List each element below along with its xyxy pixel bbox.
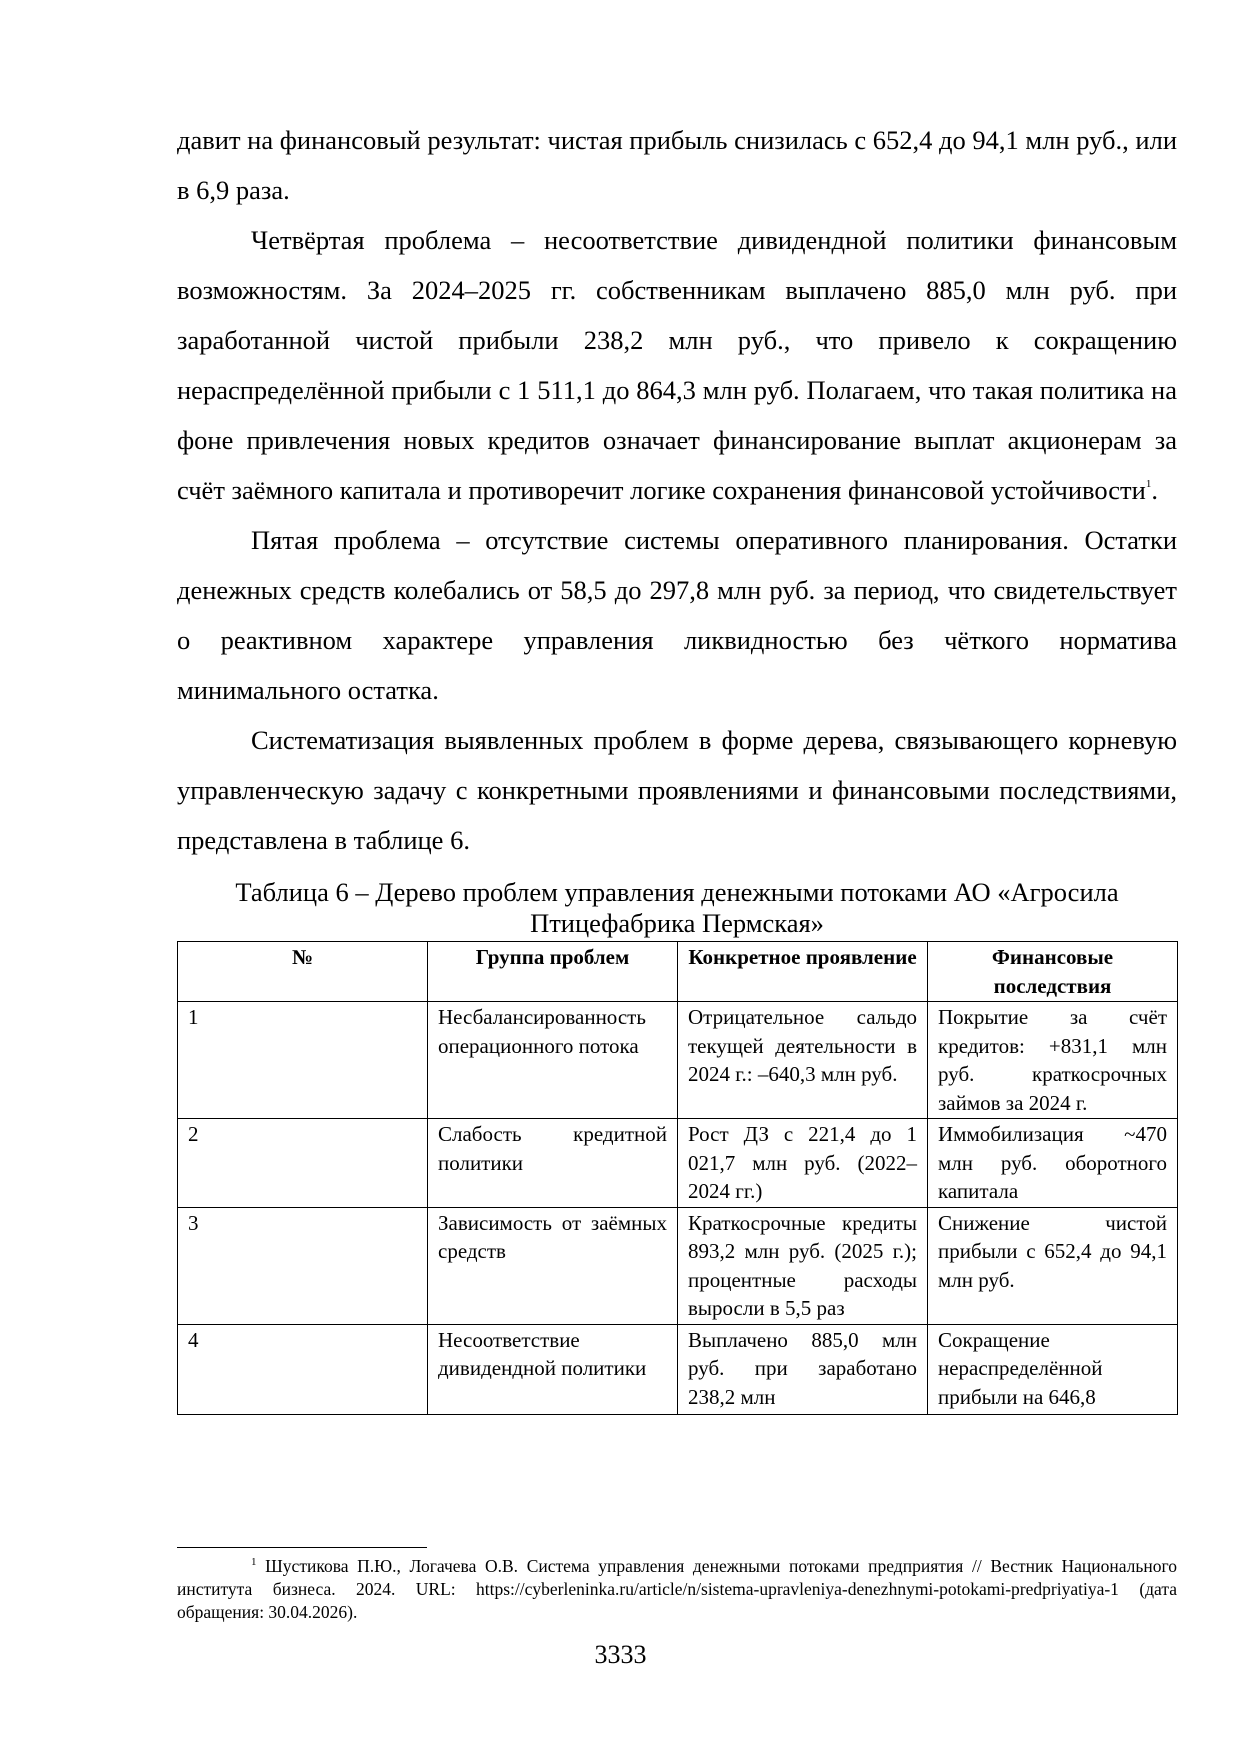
cell-manifestation: Краткосрочные кредиты 893,2 млн руб. (2025 г.); процентные расходы выросли в 5,5 раз (678, 1207, 928, 1324)
table-caption: Таблица 6 – Дерево проблем управления денежными потоками АО «Агросила Птицефабрика Пермская» (235, 877, 1119, 938)
paragraph-fourth-problem-text: Четвёртая проблема – несоответствие дивидендной политики финансовым возможностям. За 2024–2025 гг. собственникам выплачено 885,0 млн руб. при заработанной чистой прибыли 238,2 млн руб., что привело к сокращению нераспределённой прибыли с 1 511,1 до 864,3 млн руб. Полагаем, что такая политика на фоне привлечения новых кредитов означает финансирование выплат акционерам за счёт заёмного капитала и противоречит логике сохранения финансовой устойчивости (177, 225, 1177, 505)
table-row (178, 1324, 1178, 1414)
cell-number: 2 (178, 1119, 428, 1208)
problem-tree-table (177, 941, 1178, 1415)
cell-number: 3 (178, 1207, 428, 1324)
cell-problem-group: Несоответствие дивидендной политики (428, 1324, 678, 1414)
cell-number: 1 (178, 1002, 428, 1119)
table-row (178, 1119, 1178, 1208)
cell-consequences: Снижение чистой прибыли с 652,4 до 94,1 млн руб. (928, 1207, 1178, 1324)
page-number: 3333 (594, 1640, 647, 1669)
header-consequences: Финансовые последствия (928, 942, 1178, 1002)
footnote-separator (177, 1547, 427, 1548)
cell-manifestation: Рост ДЗ с 221,4 до 1 021,7 млн руб. (2022–2024 гг.) (678, 1119, 928, 1208)
cell-problem-group: Слабость кредитной политики (428, 1119, 678, 1208)
header-problem-group: Группа проблем (428, 942, 678, 1002)
cell-consequences: Покрытие за счёт кредитов: +831,1 млн руб. краткосрочных займов за 2024 г. (928, 1002, 1178, 1119)
document-body (177, 115, 1177, 1415)
cell-problem-group: Несбалансированность операционного потока (428, 1002, 678, 1119)
footnote (177, 1555, 1177, 1624)
paragraph-fourth-problem (177, 215, 1177, 515)
cell-manifestation: Отрицательное сальдо текущей деятельности в 2024 г.: –640,3 млн руб. (678, 1002, 928, 1119)
footnote-text: Шустикова П.Ю., Логачева О.В. Система управления денежными потоками предприятия // Вестник Национального института бизнеса. 2024. URL: https://cyberleninka.ru/article/n/sistema-upravleniya-denezhnymi-potokami-predpriyatiya-1 (дата обращения: 30.04.2026). (177, 1556, 1177, 1622)
paragraph-fifth-problem: Пятая проблема – отсутствие системы оперативного планирования. Остатки денежных средств колебались от 58,5 до 297,8 млн руб. за период, что свидетельствует о реактивном характере управления ликвидностью без чёткого норматива минимального остатка. (177, 525, 1177, 705)
table-row (178, 1002, 1178, 1119)
paragraph-fourth-problem-end: . (1151, 475, 1158, 505)
footnote-reference[interactable]: 1 (1145, 478, 1152, 490)
cell-consequences: Иммобилизация ~470 млн руб. оборотного капитала (928, 1119, 1178, 1208)
cell-number: 4 (178, 1324, 428, 1414)
header-number: № (178, 942, 428, 1002)
table-header-row (178, 942, 1178, 1002)
cell-problem-group: Зависимость от заёмных средств (428, 1207, 678, 1324)
footnote-marker: 1 (251, 1556, 257, 1568)
cell-manifestation: Выплачено 885,0 млн руб. при заработано 238,2 млн (678, 1324, 928, 1414)
header-manifestation: Конкретное проявление (678, 942, 928, 1002)
table-row (178, 1207, 1178, 1324)
paragraph-systematization: Систематизация выявленных проблем в форме дерева, связывающего корневую управленческую задачу с конкретными проявлениями и финансовыми последствиями, представлена в таблице 6. (177, 725, 1177, 855)
paragraph-continuation: давит на финансовый результат: чистая прибыль снизилась с 652,4 до 94,1 млн руб., или в 6,9 раза. (177, 125, 1177, 205)
cell-consequences: Сокращение нераспределённой прибыли на 646,8 (928, 1324, 1178, 1414)
